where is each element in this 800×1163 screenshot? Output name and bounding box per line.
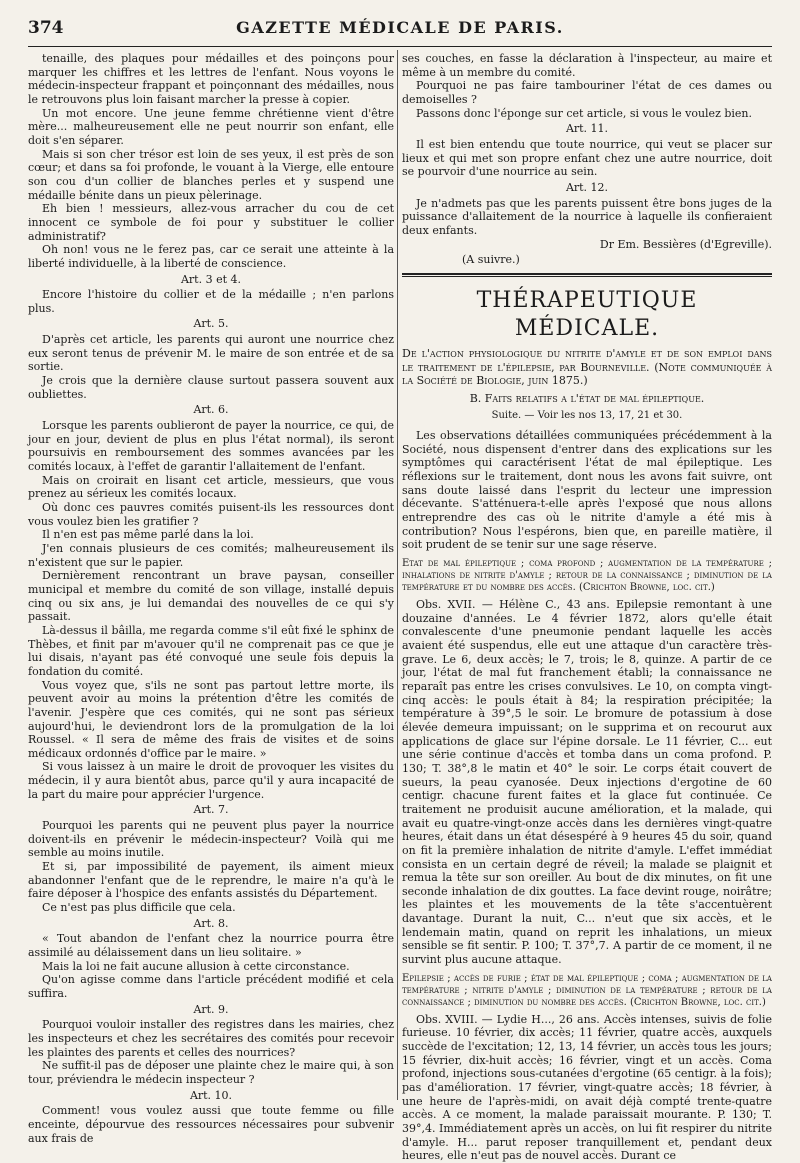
section-rule-thin xyxy=(402,276,772,277)
paragraph: Encore l'histoire du collier et de la médaille ; n'en parlons plus. xyxy=(28,288,394,315)
paragraph: Mais on croirait en lisant cet article, messieurs, que vous prenez au sérieux les comités locaux. xyxy=(28,473,394,501)
paragraph: Obs. XVIII. — Lydie H..., 26 ans. Accès intenses, suivis de folie furieuse. 10 février, dix accès; 11 février, quatre accès, auxquels succède de l'excitation; 12, 13, 14 février, un accès tous les jours; 15 février, dix-huit accès; 16 février, vingt et un accès. Coma profond, injections sous-cutanées d'ergotine (65 centigr. à la fois); pas d'amélioration. 17 février, vingt-quatre accès; 18 février, à une heure de l'après-midi, on avait déjà compté trente-quatre accès. A ce moment, la malade paraissait mourante. P. 130; T. 39°,4. Immédiatement après un accès, on lui fit respirer du nitrite d'amyle. H... parut reposer tranquillement et, pendant deux heures, elle n'eut pas de nouvel accès. Durant ce xyxy=(402,1012,772,1163)
article-heading: Art. 8. xyxy=(193,916,229,930)
journal-title: GAZETTE MÉDICALE DE PARIS. xyxy=(236,18,564,37)
section-rule xyxy=(402,273,772,275)
article-heading: Art. 7. xyxy=(193,803,229,817)
paragraph: Pourquoi vouloir installer des registres dans les mairies, chez les inspecteurs et chez les secrétaires des comités pour recevoir les plaintes des parents et celles des nourrices? xyxy=(28,1018,394,1059)
article-title: De l'action physiologique du nitrite d'amyle et de son emploi dans le traitement de l'épilepsie, par Bourneville. (Note communiquée à la Société de Biologie, juin 1875.) xyxy=(402,346,772,388)
paragraph: Oh non! vous ne le ferez pas, car ce serait une atteinte à la liberté individuelle, à la liberté de conscience. xyxy=(28,243,394,270)
paragraph: D'après cet article, les parents qui auront une nourrice chez eux seront tenus de prévenir M. le maire de son entrée et de sa sortie. xyxy=(28,333,394,374)
paragraph: Il n'en est pas même parlé dans la loi. xyxy=(42,528,254,542)
paragraph: Eh bien ! messieurs, allez-vous arracher du cou de cet innocent ce symbole de foi pour y substituer le collier administratif? xyxy=(28,202,394,243)
paragraph: Mais la loi ne fait aucune allusion à cette circonstance. xyxy=(42,959,350,973)
paragraph: Si vous laissez à un maire le droit de provoquer les visites du médecin, il y aura bientôt abus, parce qu'il y aura incapacité de la part du maire pour apprécier l'urgence. xyxy=(28,760,394,801)
article-heading: Art. 6. xyxy=(193,403,229,417)
left-column xyxy=(28,52,394,1145)
article-heading: Art. 10. xyxy=(189,1088,233,1102)
paragraph: Les observations détaillées communiquées précédemment à la Société, nous dispensent d'entrer dans des explications sur les symptômes qui caractérisent l'état de mal épileptique. Les réflexions sur le traitement, dont nous les avons fait suivre, ont sans doute laissé dans l'esprit du lecteur une impression décevante. S'atténuera-t-elle après l'exposé que nous allons entreprendre des cas où le nitrite d'amyle a été mis à contribution? Nous l'espérons, bien que, en pareille matière, il soit prudent de se tenir sur une sage réserve. xyxy=(402,429,772,552)
continuation-note: Suite. — Voir les nos 13, 17, 21 et 30. xyxy=(491,410,683,422)
paragraph: Il est bien entendu que toute nourrice, qui veut se placer sur lieux et qui met son propre enfant chez une autre nourrice, doit se pourvoir d'une nourrice au sein. xyxy=(402,137,772,179)
paragraph: Où donc ces pauvres comités puisent-ils les ressources dont vous voulez bien les gratifier ? xyxy=(28,501,394,528)
paragraph: Comment! vous voulez aussi que toute femme ou fille enceinte, dépourvue des ressources nécessaires pour subvenir aux frais de xyxy=(28,1104,394,1145)
paragraph: Obs. XVII. — Hélène C., 43 ans. Epilepsie remontant à une douzaine d'années. Le 4 février 1872, alors qu'elle était convalescente d'une pneumonie pendant laquelle les accès avaient été suspendus, elle eut une attaque d'un caractère très-grave. Le 6, deux accès; le 7, trois; le 8, quinze. A partir de ce jour, l'état de mal fut franchement établi; la connaissance ne reparaît pas entre les crises convulsives. Le 10, on compta vingt-cinq accès: le pouls était à 84; la respiration précipitée; la température à 39°,5 le soir. Le bromure de potassium à dose élevée demeura impuissant; on le supprima et on recourut aux applications de glace sur l'épine dorsale. Le 11 février, C... eut une série continue d'accès et tomba dans un coma profond. P. 130; T. 38°,8 le matin et 40° le soir. Le corps était couvert de sueurs, la peau cyanosée. Deux injections d'ergotine de 60 centigr. chacune furent faites et la glace fut continuée. Ce traitement ne produisit aucune amélioration, et la malade, qui avait eu quatre-vingt-onze accès dans les dernières vingt-quatre heures, était dans un état désespéré à 9 heures 45 du soir, quand on fit la première inhalation de nitrite d'amyle. L'effet immédiat consista en un certain degré de réveil; la malade se plaignit et remua la tête sur son oreiller. Au bout de dix minutes, on fit une seconde inhalation de dix gouttes. La face devint rouge, noirâtre; les plaintes et les mouvements de la tête s'accentuèrent davantage. Durant la nuit, C... n'eut que six accès, et le lendemain matin, quand on reprit les inhalations, un mieux sensible se fit sentir. P. 100; T. 37°,7. A partir de ce moment, il ne survint plus aucune attaque. xyxy=(402,598,772,967)
paragraph: Pourquoi les parents qui ne peuvent plus payer la nourrice doivent-ils en prévenir le médecin-inspecteur? Voilà qui me semble au moins inutile. xyxy=(28,819,394,860)
paragraph: Vous voyez que, s'ils ne sont pas partout lettre morte, ils peuvent avoir au moins la prétention d'être les comités de l'avenir. J'espère que ces comités, qui ne sont pas sérieux aujourd'hui, le deviendront lors de la promulgation de la loi Roussel. « Il sera de même des frais de visites et de soins médicaux ordonnés d'office par le maire. » xyxy=(28,678,394,760)
paragraph: Je crois que la dernière clause surtout passera souvent aux oubliettes. xyxy=(28,374,394,401)
right-column xyxy=(402,52,772,1163)
article-heading: Art. 12. xyxy=(565,180,609,194)
column-divider xyxy=(397,50,398,1100)
case-summary: Epilepsie ; accès de furie ; état de mal épileptique ; coma ; augmentation de la température ; nitrite d'amyle ; diminution de la température ; retour de la connaissance ; diminution du nombre des accès. (Crichton Browne, loc. cit.) xyxy=(402,972,772,1008)
paragraph: Passons donc l'éponge sur cet article, si vous le voulez bien. xyxy=(416,106,753,120)
paragraph: tenaille, des plaques pour médailles et des poinçons pour marquer les chiffres et les lettres de l'enfant. Nous voyons le médecin-inspecteur frappant et poinçonnant des médailles, nous le retrouvons plus loin faisant marcher la presse à copier. xyxy=(28,52,394,106)
paragraph: J'en connais plusieurs de ces comités; malheureusement ils n'existent que sur le papier. xyxy=(28,541,394,569)
article-heading: Art. 3 et 4. xyxy=(180,272,242,286)
paragraph: Lorsque les parents oublieront de payer la nourrice, ce qui, de jour en jour, devient de plus en plus l'état normal), ils seront poursuivis en remboursement des sommes avancées par les comités locaux, à l'effet de garantir l'allaitement de l'enfant. xyxy=(28,419,394,474)
paragraph: ses couches, en fasse la déclaration à l'inspecteur, au maire et même à un membre du comité. xyxy=(402,52,772,79)
subsection-heading: B. Faits relatifs a l'état de mal épileptique. xyxy=(469,391,705,405)
paragraph: Ce n'est pas plus difficile que cela. xyxy=(42,901,236,915)
paragraph: Qu'on agisse comme dans l'article précédent modifié et cela suffira. xyxy=(28,973,394,1000)
paragraph: Pourquoi ne pas faire tambouriner l'état de ces dames ou demoiselles ? xyxy=(402,79,772,106)
case-summary: Etat de mal épileptique ; coma profond ; augmentation de la température ; inhalations de nitrite d'amyle ; retour de la connaissance ; diminution de la température et du nombre des accès. (Crichton Browne, loc. cit.) xyxy=(402,558,772,594)
article-heading: Art. 5. xyxy=(193,317,229,331)
author-signature: Dr Em. Bessières (d'Egreville). xyxy=(599,237,772,251)
section-title: THÉRAPEUTIQUE MÉDICALE. xyxy=(476,287,698,341)
paragraph: Mais si son cher trésor est loin de ses yeux, il est près de son cœur; et dans sa foi profonde, le vouant à la Vierge, elle entoure son cou d'un collier de blanches perles et y suspend une médaille bénite dans un pieux pèlerinage. xyxy=(28,147,394,202)
page-number: 374 xyxy=(28,18,64,38)
continued-note: (A suivre.) xyxy=(462,253,520,267)
paragraph: Un mot encore. Une jeune femme chrétienne vient d'être mère... malheureusement elle ne peut nourrir son enfant, elle doit s'en séparer. xyxy=(28,106,394,147)
paragraph: Ne suffit-il pas de déposer une plainte chez le maire qui, à son tour, préviendra le médecin inspecteur ? xyxy=(28,1059,394,1086)
article-heading: Art. 9. xyxy=(193,1002,229,1016)
paragraph: Je n'admets pas que les parents puissent être bons juges de la puissance d'allaitement de la nourrice à laquelle ils confieraient deux enfants. xyxy=(402,196,772,237)
page-header xyxy=(28,12,772,47)
article-heading: Art. 11. xyxy=(565,122,609,136)
paragraph: Dernièrement rencontrant un brave paysan, conseiller municipal et membre du comité de son village, installé depuis cinq ou six ans, je lui demandai des nouvelles de ce qui s'y passait. xyxy=(28,569,394,624)
paragraph: Là-dessus il bâilla, me regarda comme s'il eût fixé le sphinx de Thèbes, et finit par m'avouer qu'il ne comprenait pas ce que je lui disais, n'ayant pas été convoqué une seule fois depuis la fondation du comité. xyxy=(28,623,394,678)
paragraph: Et si, par impossibilité de payement, ils aiment mieux abandonner l'enfant que de le reprendre, le maire n'a qu'à le faire déposer à l'hospice des enfants assistés du Département. xyxy=(28,860,394,901)
paragraph: « Tout abandon de l'enfant chez la nourrice pourra être assimilé au délaissement dans un lieu solitaire. » xyxy=(28,932,394,959)
